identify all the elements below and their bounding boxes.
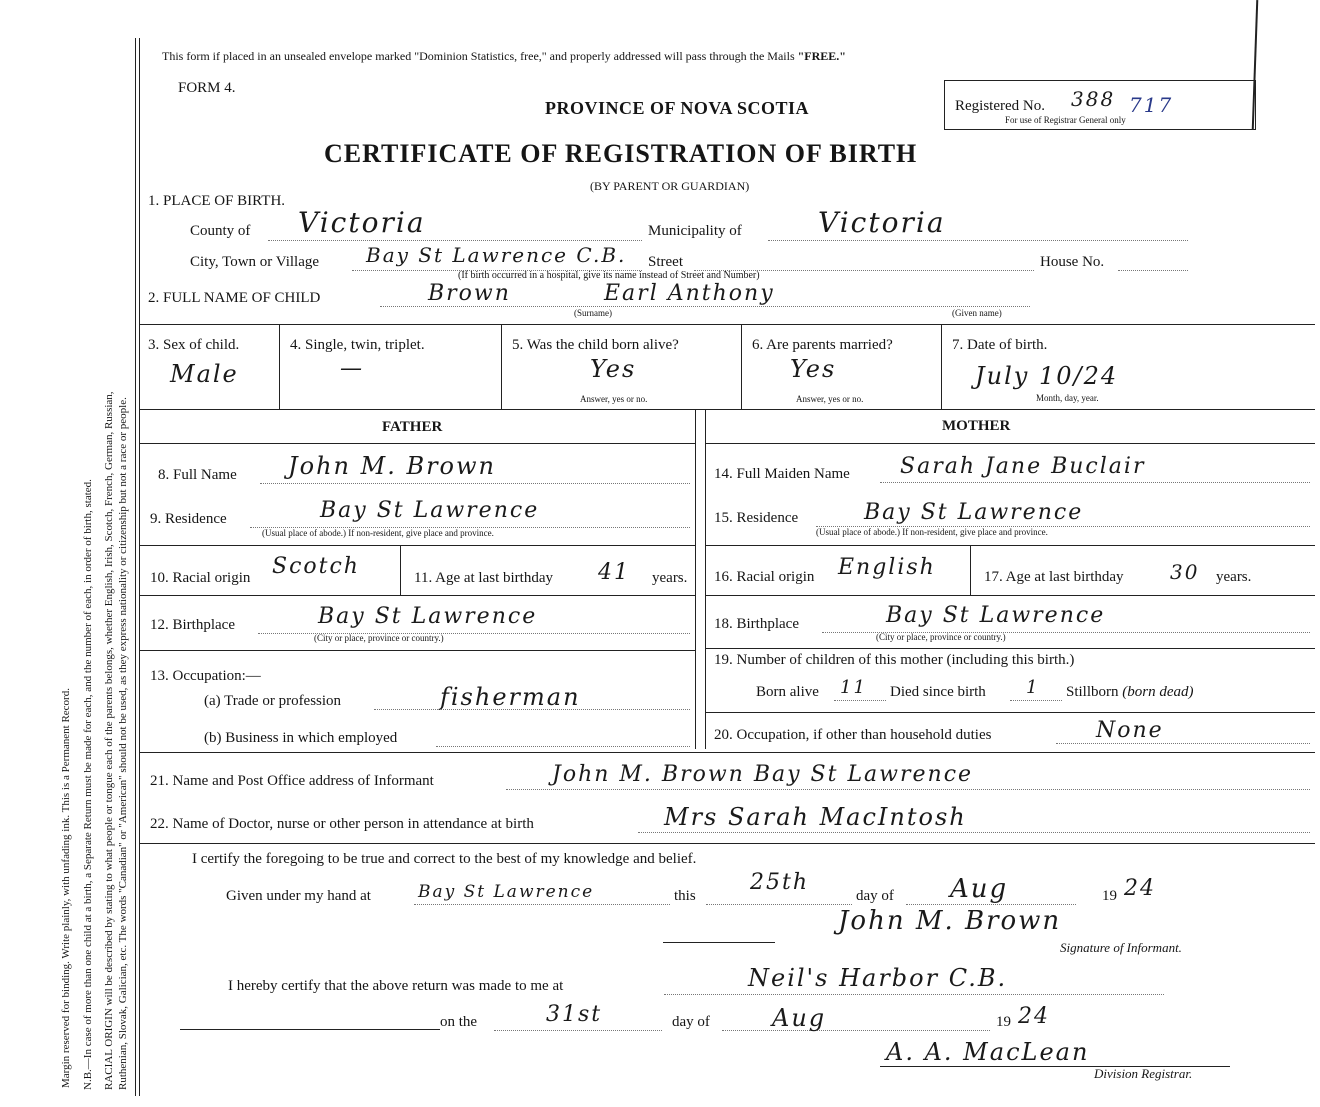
mother-occupation-value: None (1096, 718, 1164, 743)
mother-residence-value: Bay St Lawrence (864, 500, 1084, 525)
informant-signature: John M. Brown (838, 906, 1062, 936)
born-alive-label: Born alive (756, 684, 819, 700)
given-year: 24 (1124, 876, 1156, 901)
registered-box (944, 80, 1256, 130)
informant-signature-label: Signature of Informant. (1060, 940, 1182, 955)
registered-extra: 717 (1129, 93, 1174, 117)
mother-age-label: 17. Age at last birthday (984, 569, 1124, 585)
doctor-value: Mrs Sarah MacIntosh (664, 803, 967, 831)
mother-abode-note: (Usual place of abode.) If non-resident, give place and province. (816, 527, 1048, 537)
father-name-label: 8. Full Name (158, 467, 237, 483)
mother-residence-label: 15. Residence (714, 510, 799, 526)
mother-years: years. (1216, 569, 1252, 585)
sex-value: Male (170, 360, 239, 388)
mother-heading: MOTHER (942, 418, 1011, 434)
given-note: (Given name) (952, 308, 1002, 318)
married-note: Answer, yes or no. (796, 394, 864, 404)
mother-birthplace-value: Bay St Lawrence (886, 603, 1106, 628)
dayof-label: day of (856, 888, 894, 904)
given-year-prefix: 19 (1102, 888, 1117, 904)
surname-note: (Surname) (574, 308, 612, 318)
given-day: 25th (750, 870, 810, 895)
given-place: Bay St Lawrence (418, 882, 595, 902)
certificate-subtitle: (BY PARENT OR GUARDIAN) (590, 179, 750, 193)
trade-value: fisherman (440, 683, 581, 711)
mother-name-value: Sarah Jane Buclair (900, 454, 1146, 479)
child-name-label: 2. FULL NAME OF CHILD (148, 290, 321, 306)
registrar-signature: A. A. MacLean (886, 1038, 1090, 1066)
province-heading: PROVINCE OF NOVA SCOTIA (545, 98, 810, 118)
sex-label: 3. Sex of child. (148, 337, 240, 353)
father-residence-label: 9. Residence (150, 511, 227, 527)
street-label: Street (648, 254, 683, 270)
margin-rule (135, 38, 136, 1096)
father-birthplace-note: (City or place, province or country.) (314, 633, 444, 643)
plurality-label: 4. Single, twin, triplet. (290, 337, 425, 353)
father-name-value: John M. Brown (288, 452, 497, 480)
municipality-label: Municipality of (648, 223, 742, 239)
mother-birthplace-label: 18. Birthplace (714, 616, 799, 632)
return-year: 24 (1018, 1004, 1050, 1029)
trade-label: (a) Trade or profession (204, 693, 342, 709)
return-month: Aug (772, 1004, 827, 1032)
dob-label: 7. Date of birth. (952, 337, 1048, 353)
return-day: 31st (546, 1002, 603, 1027)
return-year-prefix: 19 (996, 1014, 1011, 1030)
return-dayof-label: day of (672, 1014, 710, 1030)
father-birthplace-value: Bay St Lawrence (318, 604, 538, 629)
mother-age-value: 30 (1170, 560, 1200, 584)
father-racial-value: Scotch (272, 554, 360, 579)
registrar-note: For use of Registrar General only (1005, 115, 1126, 125)
children-label: 19. Number of children of this mother (including this birth.) (714, 652, 1075, 668)
informant-value: John M. Brown Bay St Lawrence (552, 762, 974, 787)
died-label: Died since birth (890, 684, 986, 700)
given-month: Aug (950, 874, 1009, 904)
dob-note: Month, day, year. (1036, 393, 1099, 403)
alive-label: 5. Was the child born alive? (512, 337, 679, 353)
registered-number: 388 (1071, 87, 1116, 111)
father-years: years. (652, 570, 688, 586)
certify-statement: I certify the foregoing to be true and correct to the best of my knowledge and belief. (192, 851, 697, 867)
business-label: (b) Business in which employed (204, 730, 398, 746)
margin-note-racial-2: Ruthenian, Slovak, Galician, etc. The words "Canadian" or "American" should not be used, as they express nationality or citizenship but not a race or people. (117, 397, 129, 1090)
place-heading: 1. PLACE OF BIRTH. (148, 193, 286, 209)
rule-row3-top (140, 324, 1315, 325)
stillborn-label: Stillborn (born dead) (1066, 684, 1194, 700)
margin-note-nb: N.B.—In case of more than one child at a birth, a Separate Return must be made for each, and the number of each, in order of birth, stated. (82, 479, 94, 1090)
alive-value: Yes (590, 355, 637, 383)
father-residence-value: Bay St Lawrence (320, 498, 540, 523)
margin-note-racial-1: RACIAL ORIGIN will be described by stating to what people or tongue each of the parents belongs, whether English, Irish, Scotch, French, German, Russian, (103, 391, 115, 1090)
city-value: Bay St Lawrence C.B. (366, 243, 627, 267)
father-birthplace-label: 12. Birthplace (150, 617, 235, 633)
father-racial-label: 10. Racial origin (150, 570, 251, 586)
this-label: this (674, 888, 696, 904)
child-surname: Brown (428, 281, 511, 306)
married-label: 6. Are parents married? (752, 337, 893, 353)
mother-occupation-label: 20. Occupation, if other than household duties (714, 727, 992, 743)
mother-birthplace-note: (City or place, province or country.) (876, 632, 1006, 642)
form-number: FORM 4. (178, 80, 236, 96)
city-label: City, Town or Village (190, 254, 320, 270)
father-age-label: 11. Age at last birthday (414, 570, 553, 586)
registered-label: Registered No. (955, 98, 1045, 114)
informant-label: 21. Name and Post Office address of Informant (150, 773, 434, 789)
father-age-value: 41 (598, 560, 630, 585)
father-heading: FATHER (382, 419, 443, 435)
margin-note-binding: Margin reserved for binding. Write plainly, with unfading ink. This is a Permanent Record. (60, 688, 72, 1088)
born-alive-value: 11 (840, 677, 867, 698)
mother-racial-label: 16. Racial origin (714, 569, 815, 585)
dob-value: July 10/24 (975, 362, 1119, 390)
plurality-value: — (340, 356, 364, 381)
house-label: House No. (1040, 254, 1105, 270)
certificate-title: CERTIFICATE OF REGISTRATION OF BIRTH (324, 139, 918, 168)
municipality-value: Victoria (818, 206, 946, 239)
mail-notice: This form if placed in an unsealed envelope marked "Dominion Statistics, free," and properly addressed will pass through the Mails "FREE." (162, 49, 846, 63)
father-occupation-label: 13. Occupation:— (150, 668, 261, 684)
county-value: Victoria (298, 206, 426, 239)
on-the-label: on the (440, 1014, 478, 1030)
hospital-note: (If birth occurred in a hospital, give its name instead of Street and Number) (458, 270, 760, 281)
father-abode-note: (Usual place of abode.) If non-resident, give place and province. (262, 528, 494, 538)
margin-rule-inner (139, 38, 140, 1096)
return-place: Neil's Harbor C.B. (748, 964, 1008, 992)
registrar-signature-label: Division Registrar. (1094, 1066, 1193, 1081)
child-given-name: Earl Anthony (604, 281, 775, 306)
alive-note: Answer, yes or no. (580, 394, 648, 404)
given-label: Given under my hand at (226, 888, 371, 904)
mother-racial-value: English (838, 555, 936, 580)
died-value: 1 (1026, 677, 1040, 698)
county-label: County of (190, 223, 251, 239)
married-value: Yes (790, 355, 837, 383)
return-label: I hereby certify that the above return was made to me at (228, 978, 564, 994)
mother-name-label: 14. Full Maiden Name (714, 466, 850, 482)
doctor-label: 22. Name of Doctor, nurse or other person in attendance at birth (150, 816, 534, 832)
